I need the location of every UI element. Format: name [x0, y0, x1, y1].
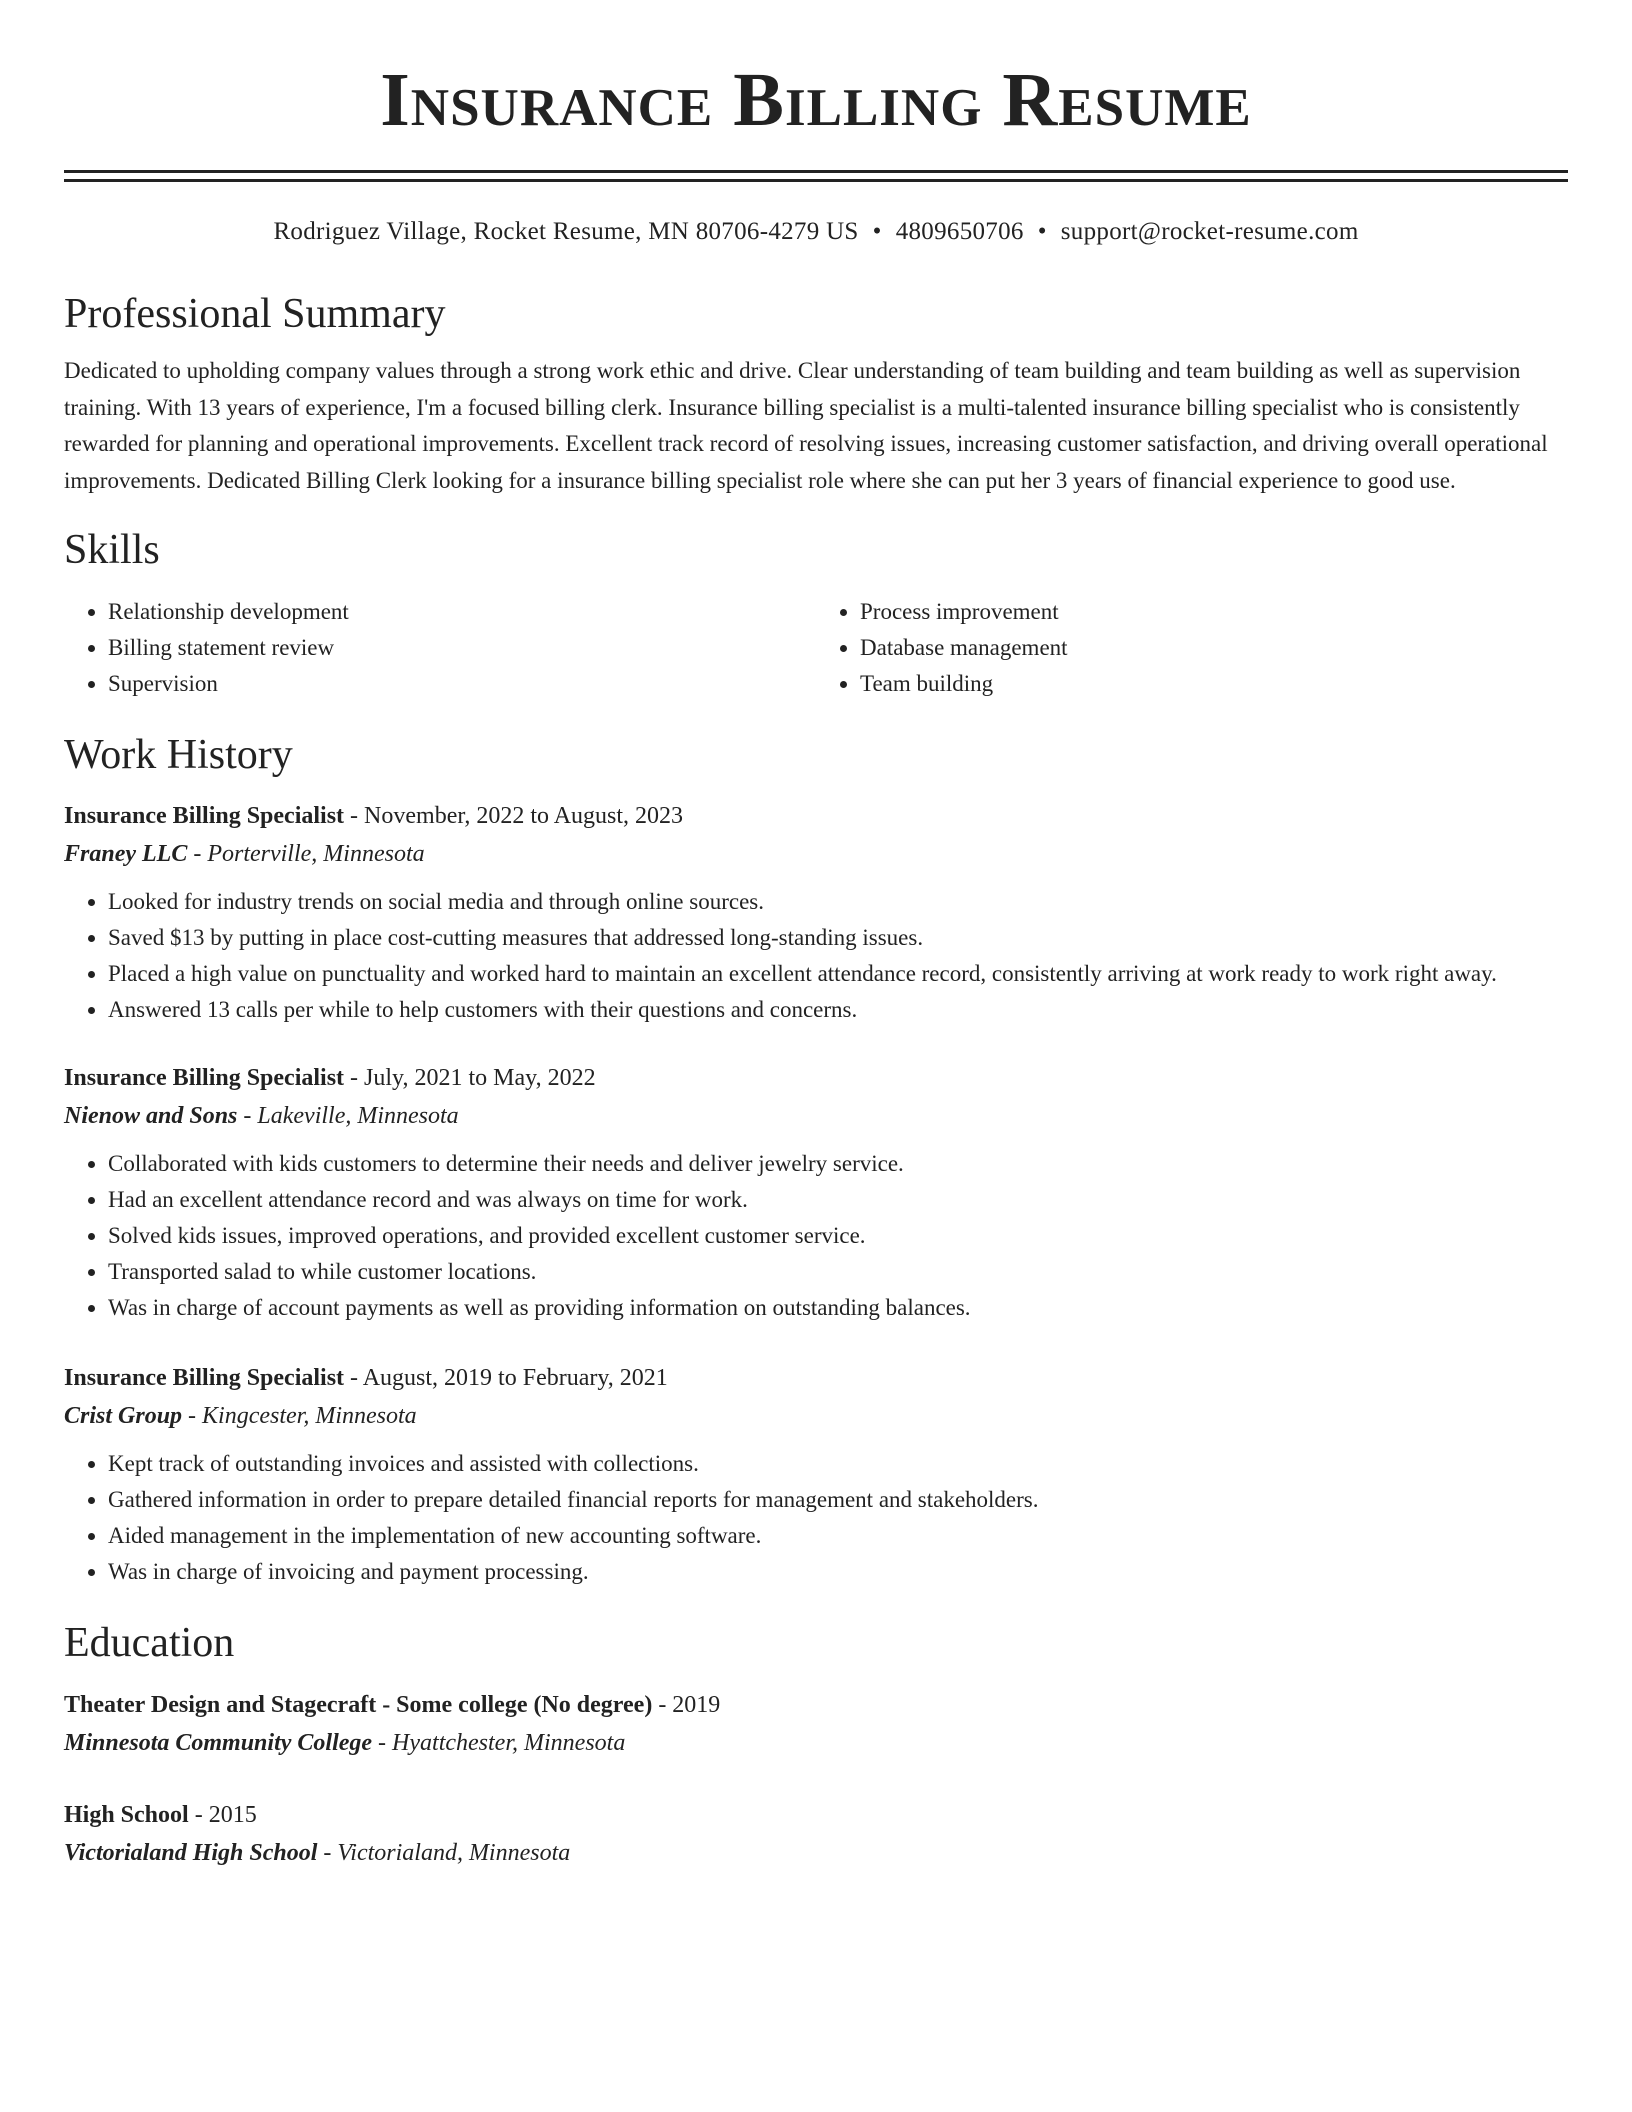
skill-item: • Database management: [860, 630, 1568, 666]
summary-text: Dedicated to upholding company values through a strong work ethic and drive. Clear understanding of team building and team building as well as supervision training. With 13 years of experience, I'm a focused billing clerk. Insurance billing specialist is a multi-talented insurance billing specialist who is consistently rewarded for planning and operational improvements. Excellent track record of resolving issues, increasing customer satisfaction, and driving overall operational improvements. Dedicated Billing Clerk looking for a insurance billing specialist role where she can put her 3 years of financial experience to good use.: [64, 358, 1548, 493]
education-institution: [64, 1833, 1568, 1873]
job-duty: • Kept track of outstanding invoices and assisted with collections.: [108, 1446, 1568, 1482]
job-duty: • Looked for industry trends on social media and through online sources.: [108, 884, 1568, 920]
job-header: [64, 1360, 1568, 1396]
job-duties: [64, 1146, 1568, 1326]
job-duty: • Solved kids issues, improved operations, and provided excellent customer service.: [108, 1218, 1568, 1254]
work-history-heading: Work History: [64, 731, 293, 778]
contact-separator: •: [1037, 218, 1047, 245]
job-duty: • Aided management in the implementation of new accounting software.: [108, 1518, 1568, 1554]
education-heading: Education: [64, 1620, 235, 1667]
skill-item: • Process improvement: [860, 594, 1568, 630]
education-degree: Theater Design and Stagecraft - Some college (No degree): [64, 1691, 653, 1718]
contact-phone: 4809650706: [895, 218, 1024, 245]
job-title: Insurance Billing Specialist: [64, 1365, 345, 1392]
job-duty: • Had an excellent attendance record and was always on time for work.: [108, 1182, 1568, 1218]
education-location: - Hyattchester, Minnesota: [372, 1729, 626, 1756]
job-duty: • Gathered information in order to prepare detailed financial reports for management and stakeholders.: [108, 1482, 1568, 1518]
job-dates: - November, 2022 to August, 2023: [344, 803, 684, 830]
education-degree: High School: [64, 1801, 189, 1828]
education-header: [64, 1687, 1568, 1723]
job-duties: [64, 1446, 1568, 1590]
job-duties: [64, 884, 1568, 1028]
skills-list: [64, 594, 1568, 702]
job-company: Crist Group: [64, 1403, 183, 1430]
summary-heading: Professional Summary: [64, 291, 446, 337]
contact-line: [64, 218, 1568, 246]
job-title: Insurance Billing Specialist: [64, 1065, 345, 1092]
job-duty: • Placed a high value on punctuality and worked hard to maintain an excellent attendance record, consistently arriving at work ready to work right away.: [108, 956, 1568, 992]
job-location: - Lakeville, Minnesota: [237, 1103, 459, 1130]
skills-column-right: [816, 594, 1568, 702]
job-header: [64, 798, 1568, 834]
job-dates: - August, 2019 to February, 2021: [344, 1365, 668, 1392]
job-duty: • Saved $13 by putting in place cost-cutting measures that addressed long-standing issues.: [108, 920, 1568, 956]
education-school: Victorialand High School: [64, 1839, 318, 1866]
job-duty: • Answered 13 calls per while to help customers with their questions and concerns.: [108, 992, 1568, 1028]
job-title: Insurance Billing Specialist: [64, 803, 345, 830]
title-divider-top: [64, 170, 1568, 173]
job-entry: [64, 1060, 1568, 1326]
contact-email[interactable]: support@rocket-resume.com: [1060, 218, 1359, 245]
skill-item: • Team building: [860, 666, 1568, 702]
resume-title: Insurance Billing Resume: [380, 58, 1252, 142]
job-duty: • Was in charge of account payments as well as providing information on outstanding balances.: [108, 1290, 1568, 1326]
job-location: - Kingcester, Minnesota: [182, 1403, 417, 1430]
education-entry: [64, 1687, 1568, 1763]
job-company: Nienow and Sons: [64, 1103, 238, 1130]
job-entry: [64, 1360, 1568, 1590]
job-location: - Porterville, Minnesota: [187, 841, 425, 868]
job-duty: • Transported salad to while customer locations.: [108, 1254, 1568, 1290]
contact-address: Rodriguez Village, Rocket Resume, MN 80706-4279 US: [273, 218, 859, 245]
skill-item: • Relationship development: [108, 594, 816, 630]
job-employer: [64, 1396, 1568, 1436]
job-company: Franey LLC: [64, 841, 188, 868]
education-year: - 2019: [652, 1691, 721, 1718]
skills-heading: Skills: [64, 527, 160, 574]
job-header: [64, 1060, 1568, 1096]
skill-item: • Supervision: [108, 666, 816, 702]
education-year: - 2015: [188, 1801, 257, 1828]
education-entry: [64, 1797, 1568, 1873]
job-duty: • Was in charge of invoicing and payment processing.: [108, 1554, 1568, 1590]
contact-separator: •: [872, 218, 882, 245]
education-school: Minnesota Community College: [64, 1729, 373, 1756]
job-employer: [64, 1096, 1568, 1136]
resume-page: [64, 0, 1568, 1873]
job-employer: [64, 834, 1568, 874]
job-entry: [64, 798, 1568, 1028]
job-duty: • Collaborated with kids customers to determine their needs and deliver jewelry service.: [108, 1146, 1568, 1182]
skill-item: • Billing statement review: [108, 630, 816, 666]
education-institution: [64, 1723, 1568, 1763]
education-location: - Victorialand, Minnesota: [317, 1839, 571, 1866]
skills-column-left: [64, 594, 816, 702]
education-header: [64, 1797, 1568, 1833]
title-divider-bottom: [64, 179, 1568, 182]
job-dates: - July, 2021 to May, 2022: [344, 1065, 596, 1092]
